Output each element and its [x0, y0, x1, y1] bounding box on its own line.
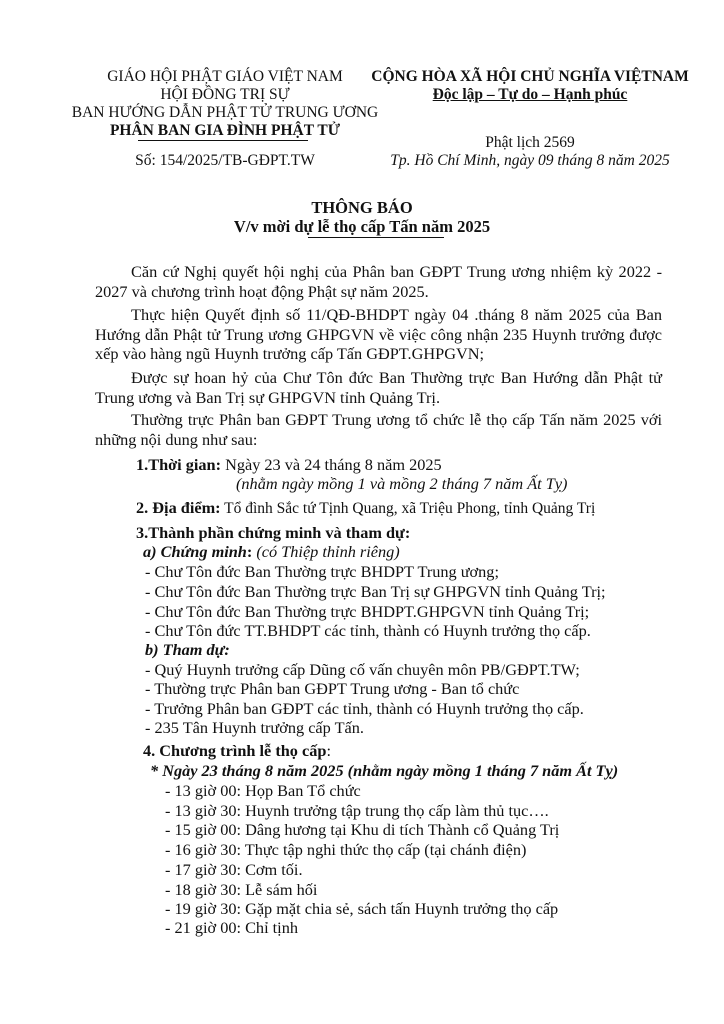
- subject-underline: [308, 237, 444, 238]
- attend-item: - Thường trực Phân ban GĐPT Trung ương - Ban tổ chức: [145, 679, 520, 698]
- witness-label: a) Chứng minh: [143, 542, 247, 561]
- document-subject: V/v mời dự lễ thọ cấp Tấn năm 2025: [233, 217, 491, 236]
- witness-item: - Chư Tôn đức Ban Thường trực Ban Trị sự GHPGVN tỉnh Quảng Trị;: [145, 582, 606, 601]
- section-time-lunar: (nhằm ngày mồng 1 và mồng 2 tháng 7 năm Ất Tỵ): [236, 474, 568, 493]
- paragraph-text: Thực hiện Quyết định số 11/QĐ-BHDPT ngày 04 .tháng 8 năm 2025 của Ban Hướng dẫn Phật tử Trung ương GHPGVN về việc công nhận 235 Huynh trưởng được xếp vào hàng ngũ Huynh trưởng cấp Tấn GĐPT.GHPGVN;: [95, 305, 662, 363]
- schedule-item: - 13 giờ 30: Huynh trưởng tập trung thọ cấp làm thủ tục….: [165, 801, 549, 820]
- witness-item: - Chư Tôn đức Ban Thường trực BHDPT Trung ương;: [145, 562, 499, 581]
- national-motto-block: [360, 68, 700, 170]
- section-participants-label: 3.Thành phần chứng minh và tham dự:: [136, 523, 411, 542]
- attend-item: - Quý Huynh trưởng cấp Dũng cố vấn chuyên môn PB/GĐPT.TW;: [145, 660, 580, 679]
- body-paragraph-4: [95, 410, 662, 449]
- buddhist-year: Phật lịch 2569: [485, 134, 575, 151]
- issuer-block: [60, 68, 390, 170]
- schedule-item: - 19 giờ 30: Gặp mặt chia sẻ, sách tấn Huynh trưởng thọ cấp: [165, 899, 559, 918]
- witness-heading: [143, 542, 400, 562]
- program-day1-heading: * Ngày 23 tháng 8 năm 2025 (nhằm ngày mồng 1 tháng 7 năm Ất Tỵ): [150, 761, 619, 780]
- issuer-underline: [138, 140, 308, 141]
- body-paragraph-1: [95, 262, 662, 301]
- section-program-label: 4. Chương trình lễ thọ cấp: [143, 741, 327, 760]
- section-place-label: 2. Địa điểm:: [136, 498, 221, 517]
- attend-heading: b) Tham dự:: [145, 640, 230, 659]
- section-time-value: Ngày 23 và 24 tháng 8 năm 2025: [221, 455, 442, 474]
- document-title: THÔNG BÁO: [311, 198, 413, 217]
- witness-colon: :: [246, 542, 253, 561]
- witness-item: - Chư Tôn đức TT.BHDPT các tỉnh, thành có Huynh trưởng thọ cấp.: [145, 621, 591, 640]
- schedule-item: - 18 giờ 30: Lễ sám hối: [165, 880, 318, 899]
- section-time-label: 1.Thời gian:: [136, 455, 222, 474]
- attend-item: - Trưởng Phân ban GĐPT các tỉnh, thành có Huynh trưởng thọ cấp.: [145, 699, 584, 718]
- section-place-value: Tổ đình Sắc tứ Tịnh Quang, xã Triệu Phong, tỉnh Quảng Trị: [220, 500, 596, 517]
- issuer-line-4: PHÂN BAN GIA ĐÌNH PHẬT TỬ: [109, 122, 341, 139]
- schedule-item: - 21 giờ 00: Chỉ tịnh: [165, 918, 298, 937]
- issuer-line-3: BAN HƯỚNG DẪN PHẬT TỬ TRUNG ƯƠNG: [71, 104, 379, 121]
- issuer-line-2: HỘI ĐỒNG TRỊ SỰ: [160, 86, 290, 103]
- body-paragraph-2: [95, 305, 662, 364]
- paragraph-text: Thường trực Phân ban GĐPT Trung ương tổ chức lễ thọ cấp Tấn năm 2025 với những nội dung như sau:: [95, 410, 662, 449]
- national-motto: Độc lập – Tự do – Hạnh phúc: [432, 86, 628, 103]
- witness-item: - Chư Tôn đức Ban Thường trực BHDPT.GHPGVN tỉnh Quảng Trị;: [145, 602, 590, 621]
- section-time: [136, 455, 442, 475]
- paragraph-text: Căn cứ Nghị quyết hội nghị của Phân ban GĐPT Trung ương nhiệm kỳ 2022 - 2027 và chương trình hoạt động Phật sự năm 2025.: [95, 262, 662, 301]
- schedule-item: - 16 giờ 30: Thực tập nghi thức thọ cấp (tại chánh điện): [165, 840, 527, 859]
- issuer-line-1: GIÁO HỘI PHẬT GIÁO VIỆT NAM: [107, 68, 343, 85]
- place-date: Tp. Hồ Chí Minh, ngày 09 tháng 8 năm 2025: [390, 152, 670, 169]
- body-paragraph-3: [95, 368, 662, 407]
- witness-note: (có Thiệp thỉnh riêng): [252, 542, 400, 561]
- document-number: Số: 154/2025/TB-GĐPT.TW: [135, 152, 315, 169]
- schedule-item: - 13 giờ 00: Họp Ban Tổ chức: [165, 781, 361, 800]
- section-program: [143, 741, 331, 761]
- attend-item: - 235 Tân Huynh trưởng cấp Tấn.: [145, 718, 364, 737]
- schedule-item: - 17 giờ 30: Cơm tối.: [165, 860, 303, 879]
- section-program-colon: :: [326, 741, 331, 760]
- document-title-block: [0, 198, 724, 236]
- paragraph-text: Được sự hoan hỷ của Chư Tôn đức Ban Thường trực Ban Hướng dẫn Phật tử Trung ương và Ban Trị sự GHPGVN tỉnh Quảng Trị.: [95, 368, 662, 407]
- country-name: CỘNG HÒA XÃ HỘI CHỦ NGHĨA VIỆTNAM: [371, 68, 689, 85]
- schedule-item: - 15 giờ 00: Dâng hương tại Khu di tích Thành cổ Quảng Trị: [165, 820, 560, 839]
- section-place: [136, 498, 595, 519]
